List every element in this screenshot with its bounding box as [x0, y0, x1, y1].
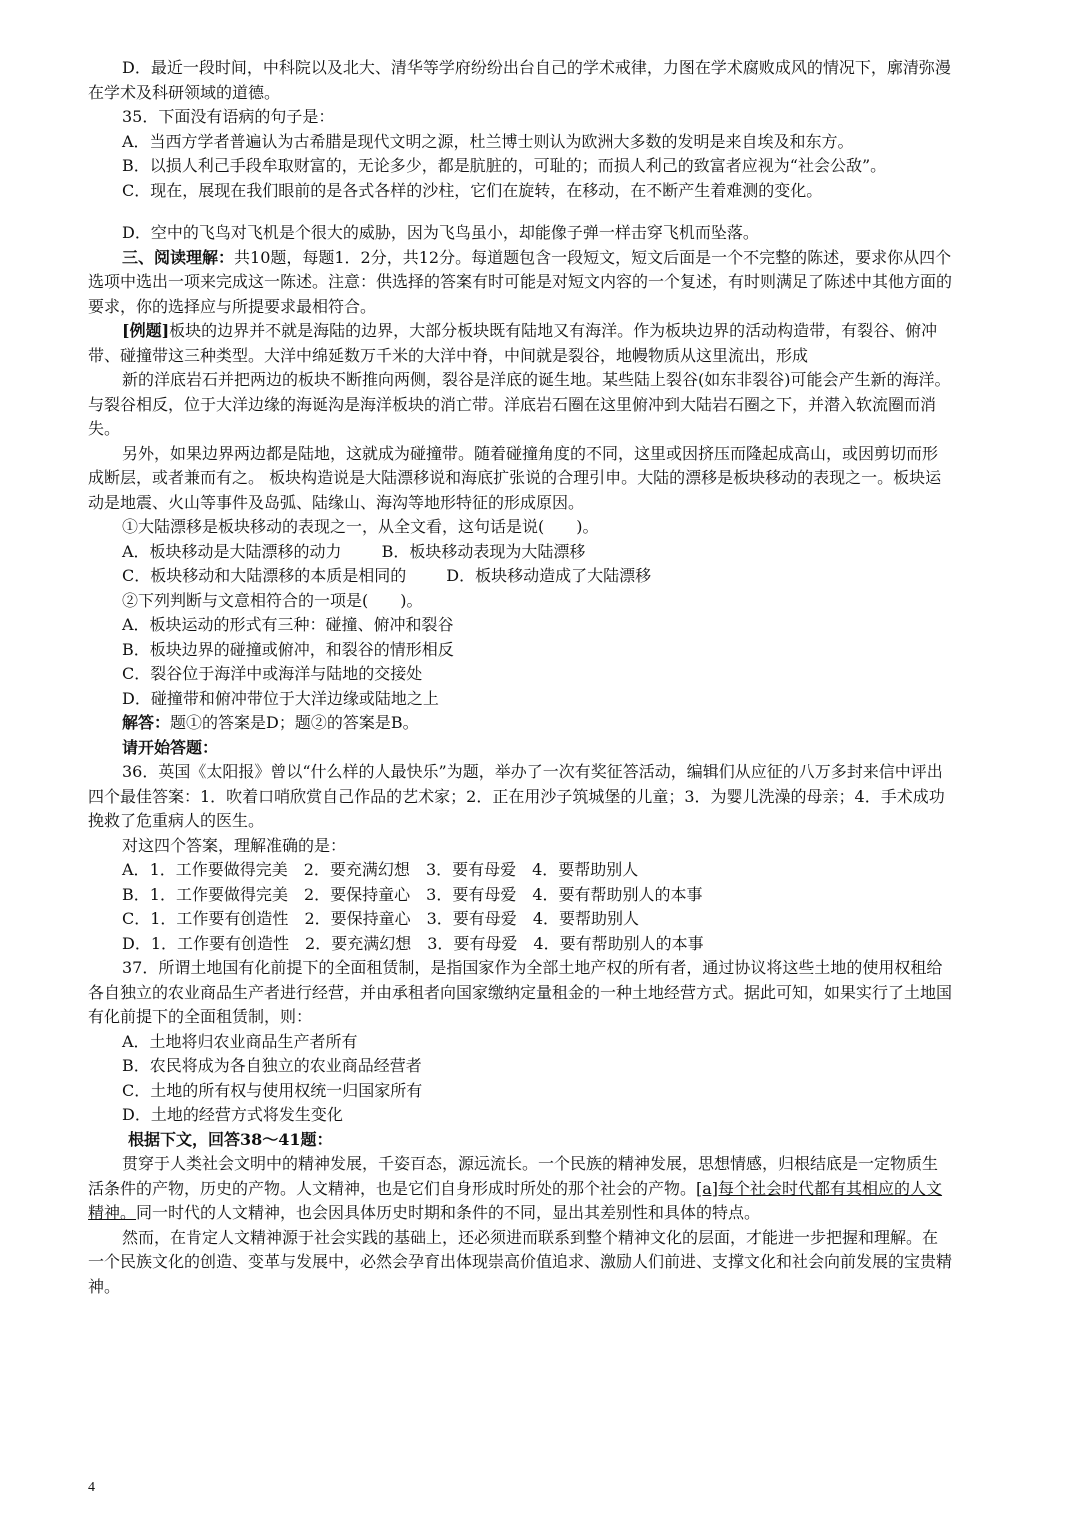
- q36-option-item: 3．要有母爱: [426, 884, 517, 904]
- q36-option-item: 3．要有母爱: [425, 860, 517, 879]
- q36-option-label: C．: [122, 909, 151, 928]
- q37-option-b: B．农民将成为各自独立的农业商品经营者: [122, 1056, 422, 1075]
- q36-option-item: 3．要有母爱: [426, 909, 517, 928]
- q37-option-a: A．土地将归农业商品生产者所有: [122, 1031, 358, 1051]
- example-q2-option-d: D．碰撞带和俯冲带位于大洋边缘或陆地之上: [122, 688, 439, 708]
- example-label: [例题]: [122, 321, 170, 340]
- q36-option-label: B．: [122, 884, 150, 904]
- spacer: [88, 203, 952, 221]
- page-number: 4: [88, 1480, 95, 1495]
- section3-title: 三、阅读理解：: [122, 247, 235, 267]
- section3-intro: [88, 246, 952, 320]
- answer-text: 题①的答案是D；题②的答案是B。: [170, 713, 419, 732]
- q36-option-c: [88, 907, 952, 932]
- q36-option-label: D．: [122, 933, 151, 953]
- q36-option-label: A．: [122, 860, 150, 879]
- section3-intro-text: 共10题，每题1．2分，共12分。每道题包含一段短文，短文后面是一个不完整的陈述，要求你从四个选项中选出一项来完成这一陈述。注意：供选择的答案有时可能是对短文内容的一个复述，有时则满足了陈述中其他方面的要求，你的选择应与所提要求最相符合。: [88, 247, 953, 316]
- q35-option-d: D．空中的飞鸟对飞机是个很大的威胁，因为飞鸟虽小，却能像子弹一样击穿飞机而坠落。: [122, 223, 759, 242]
- q36-option-item: 1．工作要有创造性: [150, 933, 290, 953]
- q36-option-item: 2．要充满幻想: [303, 860, 410, 879]
- q36-option-item: 3．要有母爱: [427, 933, 518, 953]
- q37-option-c: C．土地的所有权与使用权统一归国家所有: [122, 1080, 423, 1100]
- q37-stem: 37．所谓土地国有化前提下的全面租赁制，是指国家作为全部土地产权的所有者，通过协议将这些土地的使用权租给各自独立的农业商品生产者进行经营，并由承租者向国家缴纳定量租金的一种土地经营方式。据此可知，如果实行了土地国有化前提下的全面租赁制，则：: [88, 958, 953, 1026]
- document-page: [88, 56, 952, 1299]
- example-q1-options-cd: [88, 564, 952, 589]
- example-q1-option-a: A．板块移动是大陆漂移的动力: [122, 541, 342, 561]
- q34-option-d: D．最近一段时间，中科院以及北大、清华等学府纷纷出台自己的学术戒律，力图在学术腐败成风的情况下，廓清弥漫在学术及科研领域的道德。: [88, 58, 951, 102]
- example-q2-option-a: A．板块运动的形式有三种：碰撞、俯冲和裂谷: [122, 615, 454, 634]
- example-q1-options-ab: [88, 540, 952, 565]
- q36-option-item: 1．工作要做得完美: [149, 884, 288, 904]
- q35-option-a: A．当西方学者普遍认为古希腊是现代文明之源，杜兰博士则认为欧洲大多数的发明是来自埃及和东方。: [122, 131, 854, 151]
- q38-41-heading: 根据下文，回答38～41题：: [128, 1129, 333, 1149]
- q36-option-item: 4．要帮助别人: [532, 860, 639, 879]
- example-paragraph-1: [88, 319, 952, 368]
- example-answer: [88, 711, 952, 736]
- example-question-1: ①大陆漂移是板块移动的表现之一，从全文看，这句话是说( )。: [122, 517, 599, 536]
- example-paragraph-3: 另外，如果边界两边都是陆地，这就成为碰撞带。随着碰撞角度的不同，这里或因挤压而隆起成高山，或因剪切而形成断层，或者兼而有之。 板块构造说是大陆漂移说和海底扩张说的合理引申。大陆的漂移是板块移动的表现之一。板块运动是地震、火山等事件及岛弧、陆缘山、海沟等地形特征的形成原因。: [88, 443, 942, 512]
- example-question-2: ②下列判断与文意相符合的一项是( )。: [122, 590, 423, 610]
- example-q1-option-c: C．板块移动和大陆漂移的本质是相同的: [122, 566, 407, 585]
- q36-option-d: [88, 932, 952, 957]
- q36-option-item: 2．要保持童心: [303, 884, 411, 904]
- q36-option-item: 1．工作要做得完美: [149, 860, 288, 879]
- example-q2-option-b: B．板块边界的碰撞或俯冲，和裂谷的情形相反: [122, 639, 454, 659]
- passage-p1-before: 贯穿于人类社会文明中的精神发展，千姿百态，源远流长。一个民族的精神发展，思想情感，归根结底是一定物质生活条件的产物，历史的产物。人文精神，也是它们自身形成时所处的那个社会的产物。: [88, 1154, 939, 1198]
- passage-underlined-sentence-a: [a]每个社会时代都有其相应的人文精神。: [88, 1178, 943, 1222]
- passage-paragraph-2: 然而，在肯定人文精神源于社会实践的基础上，还必须进而联系到整个精神文化的层面，才能进一步把握和理解。在一个民族文化的创造、变革与发展中，必然会孕育出体现崇高价值追求、激励人们前进、支撑文化和社会向前发展的宝贵精神。: [88, 1227, 953, 1296]
- q36-option-a: [88, 858, 952, 883]
- q37-option-d: D．土地的经营方式将发生变化: [122, 1105, 343, 1124]
- start-label: 请开始答题：: [122, 737, 219, 757]
- example-q2-option-c: C．裂谷位于海洋中或海洋与陆地的交接处: [122, 664, 423, 683]
- q35-option-b: B．以损人利己手段牟取财富的，无论多少，都是肮脏的，可耻的；而损人利己的致富者应视为“社会公敌”。: [122, 156, 887, 175]
- q36-option-item: 4．要有帮助别人的本事: [533, 933, 704, 953]
- q36-option-item: 1．工作要有创造性: [150, 909, 289, 928]
- q36-question: 对这四个答案，理解准确的是：: [122, 835, 347, 855]
- q36-option-item: 2．要充满幻想: [305, 933, 412, 953]
- example-q1-option-b: B．板块移动表现为大陆漂移: [381, 541, 586, 561]
- q36-option-item: 4．要有帮助别人的本事: [532, 884, 703, 904]
- example-paragraph-2: 新的洋底岩石并把两边的板块不断推向两侧，裂谷是洋底的诞生地。某些陆上裂谷(如东非裂谷)可能会产生新的海洋。与裂谷相反，位于大洋边缘的海诞沟是海洋板块的消亡带。洋底岩石圈在这里俯冲到大陆岩石圈之下，并潜入软流圈而消失。: [88, 370, 951, 438]
- example-p1-text: 板块的边界并不就是海陆的边界，大部分板块既有陆地又有海洋。作为板块边界的活动构造带，有裂谷、俯冲带、碰撞带这三种类型。大洋中绵延数万千米的大洋中脊，中间就是裂谷，地幔物质从这里流出，形成: [88, 321, 938, 365]
- q35-option-c: C．现在，展现在我们眼前的是各式各样的沙柱，它们在旋转，在移动，在不断产生着难测的变化。: [122, 180, 823, 200]
- passage-paragraph-1: [88, 1152, 952, 1226]
- q35-stem: 35．下面没有语病的句子是：: [122, 107, 335, 126]
- q36-option-b: [88, 883, 952, 908]
- q36-option-item: 2．要保持童心: [304, 909, 411, 928]
- example-q1-option-d: D．板块移动造成了大陆漂移: [446, 566, 652, 585]
- q36-stem: 36．英国《太阳报》曾以“什么样的人最快乐”为题，举办了一次有奖征答活动，编辑们从应征的八万多封来信中评出四个最佳答案：1．吹着口哨欣赏自己作品的艺术家；2．正在用沙子筑城堡的儿童；3．为婴儿洗澡的母亲；4．手术成功挽救了危重病人的医生。: [88, 762, 945, 830]
- q36-option-item: 4．要帮助别人: [532, 909, 639, 928]
- answer-label: 解答：: [122, 713, 171, 732]
- passage-p1-after: 同一时代的人文精神，也会因具体历史时期和条件的不同，显出其差别性和具体的特点。: [136, 1203, 761, 1222]
